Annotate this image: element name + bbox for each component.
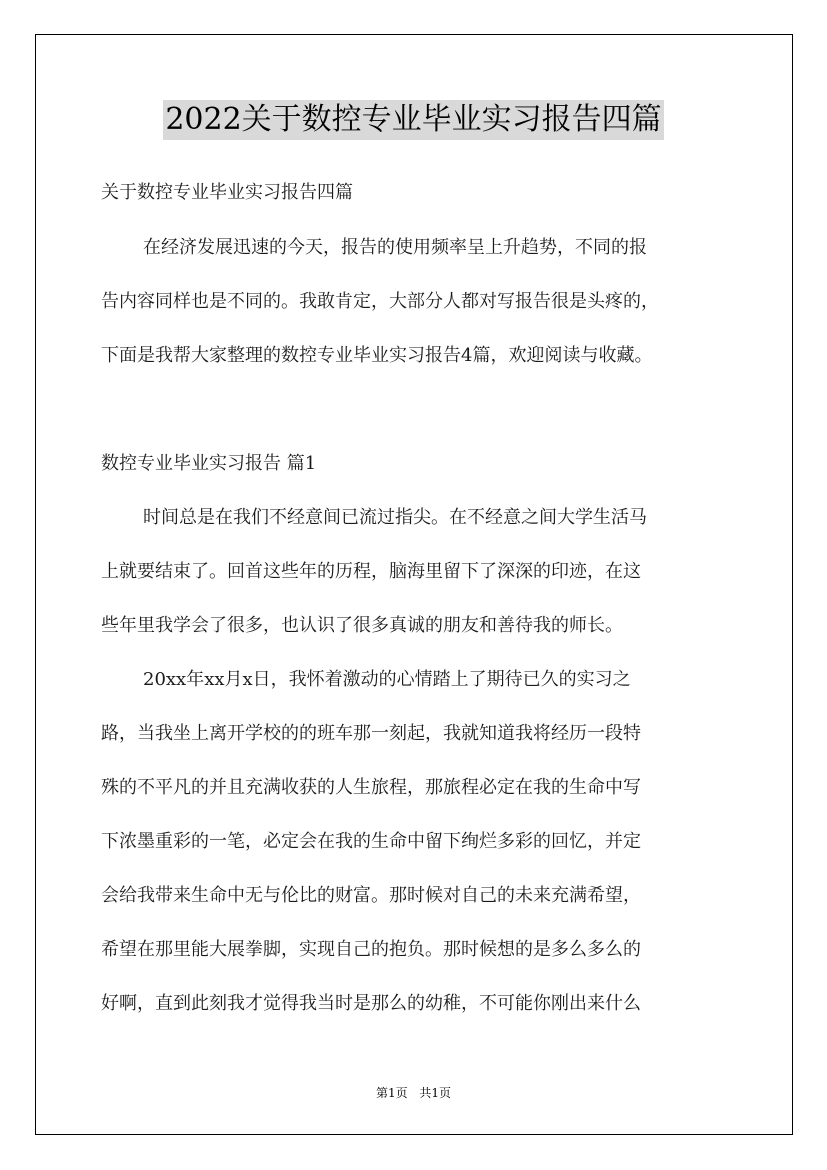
intro-line-1: 在经济发展迅速的今天，报告的使用频率呈上升趋势，不同的报: [143, 237, 647, 258]
para2-line-4: 下浓墨重彩的一笔，必定会在我的生命中留下绚烂多彩的回忆，并定: [101, 831, 641, 852]
para2-line-1: 20xx年xx月x日，我怀着激动的心情踏上了期待已久的实习之: [143, 669, 631, 690]
para1-line-2: 上就要结束了。回首这些年的历程，脑海里留下了深深的印迹，在这: [101, 561, 641, 582]
subtitle: 关于数控专业毕业实习报告四篇: [101, 182, 353, 203]
intro-line-2: 告内容同样也是不同的。我敢肯定，大部分人都对写报告很是头疼的，: [101, 291, 659, 312]
para2-line-6: 希望在那里能大展拳脚，实现自己的抱负。那时候想的是多么多么的: [101, 939, 641, 960]
section-heading: 数控专业毕业实习报告 篇1: [101, 453, 317, 474]
para2-line-5: 会给我带来生命中无与伦比的财富。那时候对自己的未来充满希望，: [101, 885, 641, 906]
page-footer: [0, 1084, 827, 1101]
para1-line-3: 些年里我学会了很多，也认识了很多真诚的朋友和善待我的师长。: [101, 615, 623, 636]
para2-line-2: 路，当我坐上离开学校的的班车那一刻起，我就知道我将经历一段特: [101, 723, 641, 744]
para1-line-1: 时间总是在我们不经意间已流过指尖。在不经意之间大学生活马: [143, 507, 647, 528]
para2-line-3: 殊的不平凡的并且充满收获的人生旅程，那旅程必定在我的生命中写: [101, 777, 641, 798]
title-container: [0, 100, 827, 140]
page-number: 第1页: [375, 1086, 408, 1100]
page-total: 共1页: [419, 1086, 452, 1100]
para2-line-7: 好啊，直到此刻我才觉得我当时是那么的幼稚，不可能你刚出来什么: [101, 993, 641, 1014]
document-title: 2022关于数控专业毕业实习报告四篇: [163, 100, 663, 140]
intro-line-3: 下面是我帮大家整理的数控专业毕业实习报告4篇，欢迎阅读与收藏。: [101, 345, 653, 366]
